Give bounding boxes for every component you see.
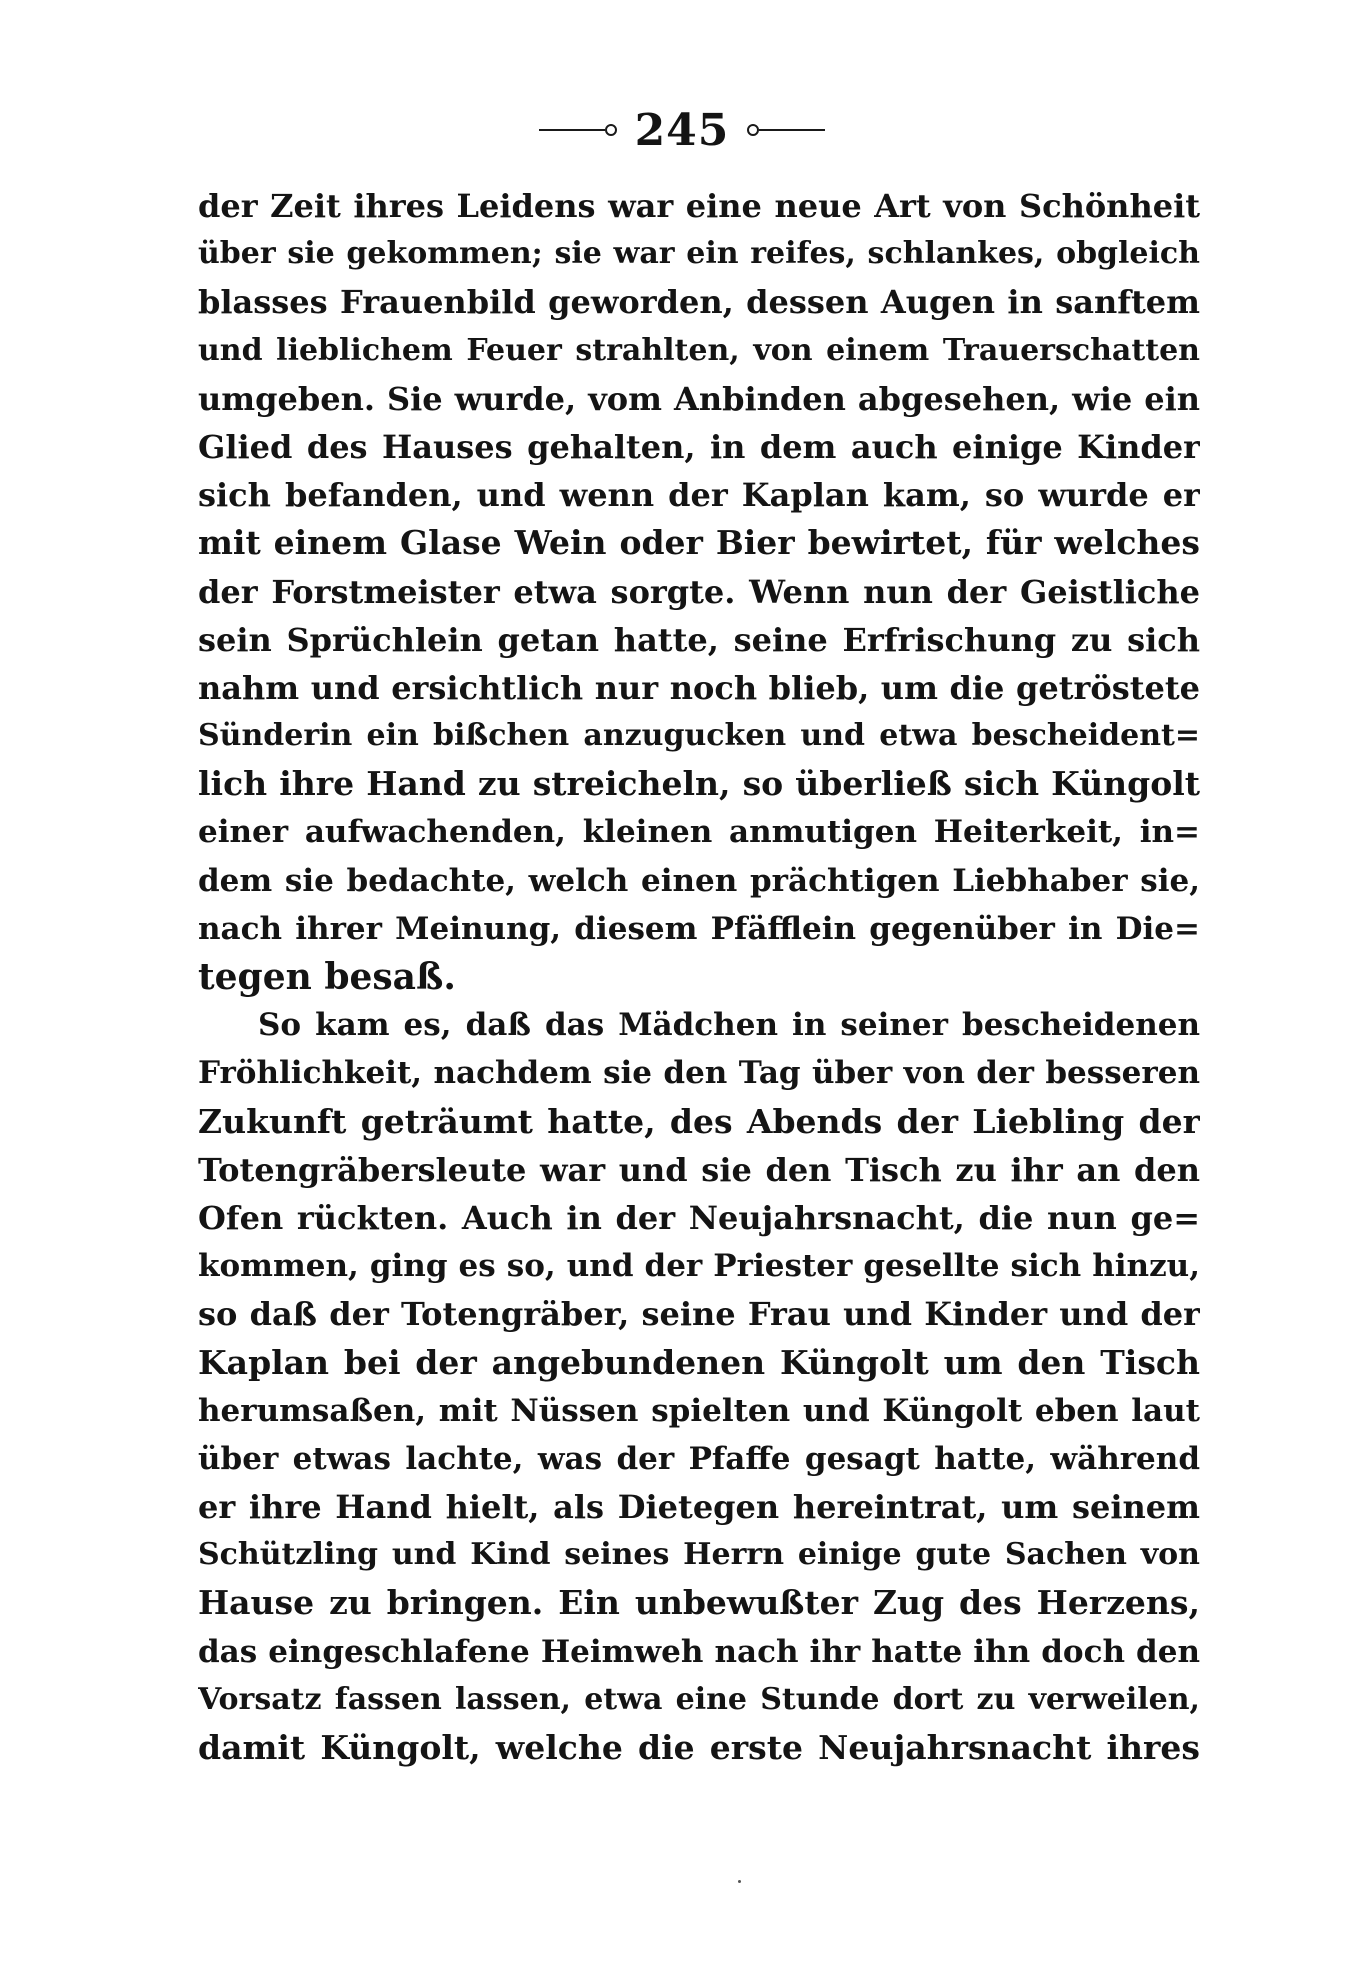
text-line: Zukunft geträumt hatte, des Abends der Liebling der — [198, 1101, 1200, 1141]
text-line: und lieblichem Feuer strahlten, von einem Trauerschatten — [198, 332, 1200, 368]
text-line: über sie gekommen; sie war ein reifes, schlankes, obgleich — [198, 236, 1200, 272]
paragraph-start-line: So kam es, daß das Mädchen in seiner bescheidenen — [258, 1007, 1200, 1044]
text-line: umgeben. Sie wurde, vom Anbinden abgesehen, wie ein — [198, 379, 1200, 418]
text-line: sich befanden, und wenn der Kaplan kam, so wurde er — [198, 476, 1200, 515]
text-line: Kaplan bei der angebundenen Küngolt um den Tisch — [198, 1342, 1200, 1382]
ornament-circle — [605, 124, 617, 136]
text-line: Schützling und Kind seines Herrn einige gute Sachen von — [198, 1537, 1200, 1573]
text-line: damit Küngolt, welche die erste Neujahrsnacht ihres — [198, 1728, 1200, 1767]
text-line: Ofen rückten. Auch in der Neujahrsnacht, die nun ge= — [198, 1198, 1200, 1237]
paper-speck — [738, 1880, 741, 1883]
ornament-rule — [539, 129, 605, 131]
text-line: sein Sprüchlein getan hatte, seine Erfrischung zu sich — [198, 620, 1200, 659]
text-line: über etwas lachte, was der Pfaffe gesagt hatte, während — [198, 1440, 1200, 1477]
ornament-rule — [759, 129, 825, 131]
text-line: nach ihrer Meinung, diesem Pfäfflein gegenüber in Die= — [198, 910, 1200, 947]
text-line: herumsaßen, mit Nüssen spielten und Küngolt eben laut — [198, 1392, 1200, 1429]
text-line: Sünderin ein bißchen anzugucken und etwa bescheident= — [198, 718, 1200, 754]
text-line: mit einem Glase Wein oder Bier bewirtet, für welches — [198, 523, 1200, 563]
left-ornament — [539, 124, 617, 136]
text-line: Fröhlichkeit, nachdem sie den Tag über von der besseren — [198, 1055, 1200, 1092]
text-line: das eingeschlafene Heimweh nach ihr hatte ihn doch den — [198, 1633, 1200, 1670]
text-line: der Zeit ihres Leidens war eine neue Art von Schönheit — [198, 187, 1200, 225]
text-line: lich ihre Hand zu streicheln, so überließ sich Küngolt — [198, 764, 1200, 804]
body-text — [198, 182, 1200, 1772]
text-line: dem sie bedachte, welch einen prächtigen Liebhaber sie, — [198, 862, 1200, 899]
page-header — [0, 100, 1364, 160]
text-line: einer aufwachenden, kleinen anmutigen Heiterkeit, in= — [198, 814, 1200, 851]
ornament-circle — [747, 124, 759, 136]
text-line: Hause zu bringen. Ein unbewußter Zug des Herzens, — [198, 1583, 1200, 1623]
text-line: so daß der Totengräber, seine Frau und Kinder und der — [198, 1295, 1200, 1334]
text-line: er ihre Hand hielt, als Dietegen hereintrat, um seinem — [198, 1488, 1200, 1527]
text-line: Vorsatz fassen lassen, etwa eine Stunde dort zu verweilen, — [198, 1681, 1200, 1717]
paragraph-end-line: tegen besaß. — [198, 956, 456, 998]
page-number: 245 — [634, 104, 730, 156]
text-line: kommen, ging es so, und der Priester gesellte sich hinzu, — [198, 1248, 1200, 1285]
text-line: Totengräbersleute war und sie den Tisch zu ihr an den — [198, 1150, 1200, 1189]
text-line: blasses Frauenbild geworden, dessen Augen in sanftem — [198, 283, 1200, 322]
text-line: nahm und ersichtlich nur noch blieb, um die getröstete — [198, 668, 1200, 707]
text-line: der Forstmeister etwa sorgte. Wenn nun der Geistliche — [198, 572, 1200, 611]
right-ornament — [747, 124, 825, 136]
text-line: Glied des Hauses gehalten, in dem auch einige Kinder — [198, 427, 1200, 466]
